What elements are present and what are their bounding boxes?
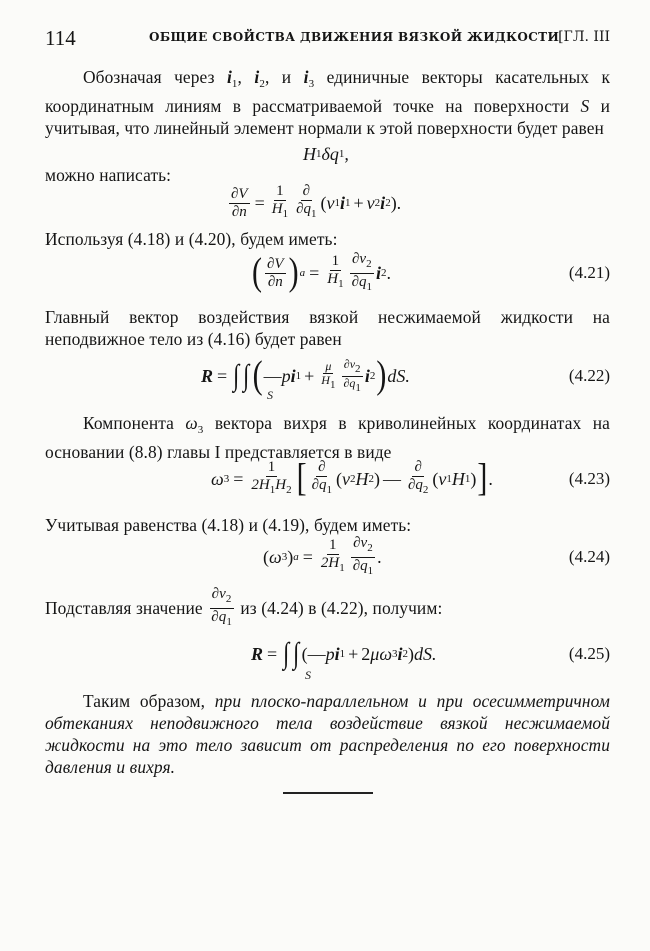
paragraph-8: Таким образом, при плоско-параллельном и при осесимметричном обтеканиях неподвижного тела воздействие вязкой несжимаемой жидкости на это тело зависит от распределения по его поверхности давления и вихря. [45,691,610,777]
paragraph-6: Учитывая равенства (4.18) и (4.19), будем иметь: [45,515,412,535]
chapter-ref: [ГЛ. III [558,29,610,45]
equation-4-25: R = ∫ ∫ ( — p i 1 + 2 μω 3 i 2 ) dS. S (4.25) [251,637,610,682]
section-end-rule [283,792,373,794]
equation-4-21: ( $\frac{\partial V}{\partial n}$ ) a = $\frac{1}{H_1}$ $\frac{\partial v_2}{\partial q_1}$ i 2 . (4.21) [252,250,610,294]
equation-number: (4.25) [568,644,610,663]
equation-number: (4.21) [568,263,610,282]
equation-number: (4.22) [568,366,610,385]
equation-4-24: ( ω 3 ) a = $\frac{1}{2H_1}$ $\frac{\partial v_2}{\partial q_1}$ . (4.24) [263,534,610,577]
equation-4-23: ω 3 = $\frac{1}{2H_1H_2}$ [ $\frac{\partial}{\partial q_1}$ ( v 2 H 2 ) — $\frac{\partial}{\partial q_2}$ ( v 1 H 1 ) ] . (4.23) [211,456,610,500]
running-title: ОБЩИЕ СВОЙСТВА ДВИЖЕНИЯ ВЯЗКОЙ ЖИДКОСТИ [149,30,560,44]
equation-number: (4.23) [568,469,610,488]
equation-number: (4.24) [568,547,610,566]
equation-dV-dn: $\frac{\partial V}{\partial n}$ = $\frac{1}{H_1}$ $\frac{\partial}{\partial q_1}$ ( v 1 i 1 + v 2 i 2 ). [231,183,402,220]
page-number: 114 [45,26,76,50]
equation-4-22: R = ∫ ∫ ( — p i 1 + $\frac{\mu}{H1}$ $\frac{\partial v2}{\partial q1}$ i 2 ) dS. S (4.22) [201,353,610,402]
paragraph-4: Главный вектор воздействия вязкой несжимаемой жидкости на неподвижное тело из (4.16) будет равен [45,307,610,349]
paragraph-3: Используя (4.18) и (4.20), будем иметь: [45,229,338,249]
paragraph-1: Обозначая через $i_1$, $i_2$, и $i_3$ единичные векторы касательных к координатным линиям в рассматриваемой точке на поверхности S и учитывая, что линейный элемент нормали к этой поверхности будет равен [45,67,611,138]
paragraph-2: можно написать: [45,165,172,185]
equation-line-element: H 1 δq 1 , [303,143,349,164]
paragraph-7: Подставляя значение $\frac{\partial v_2}{\partial q_1}$ из (4.24) в (4.22), получим: [45,585,443,628]
page-header [45,24,610,50]
paragraph-5: Компонента $\omega_3$ вектора вихря в криволинейных координатах на основании (8.8) главы I представляется в виде [45,413,610,462]
